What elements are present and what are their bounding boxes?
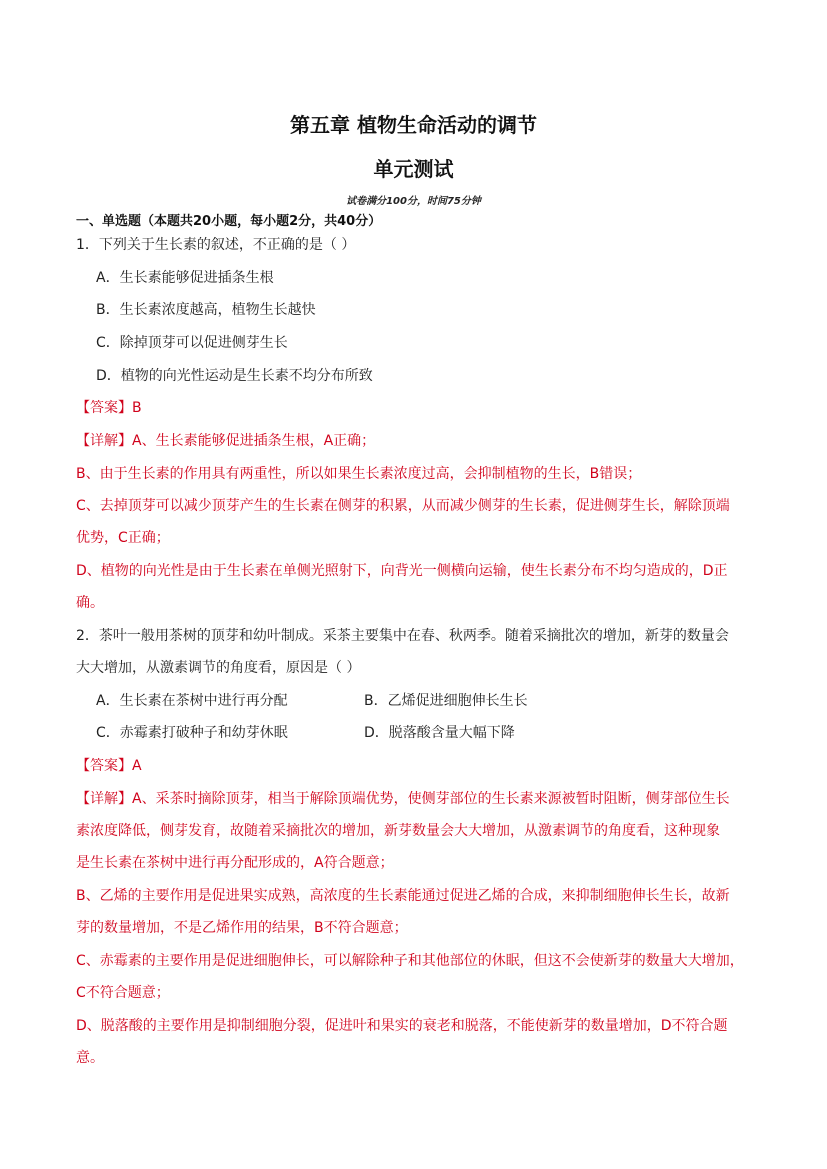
question-1-stem: 1．下列关于生长素的叙述，不正确的是（ ） <box>76 237 356 253</box>
question-1-detail-line: B、由于生长素的作用具有两重性，所以如果生长素浓度过高，会抑制植物的生长，B错误； <box>76 466 642 482</box>
question-2-answer: 【答案】A <box>76 758 142 774</box>
chapter-title: 第五章 植物生命活动的调节 <box>290 113 537 137</box>
question-2-detail-line: B、乙烯的主要作用是促进果实成熟，高浓度的生长素能通过促进乙烯的合成，来抑制细胞伸长生长，故新 <box>76 888 730 904</box>
question-2-option-c: C．赤霉素打破种子和幼芽休眠 <box>96 725 288 741</box>
question-2-option-b: B．乙烯促进细胞伸长生长 <box>364 693 528 709</box>
question-1-detail-line: 优势，C正确； <box>76 530 170 546</box>
exam-meta: 试卷满分100分，时间75分钟 <box>346 196 481 207</box>
unit-test-subtitle: 单元测试 <box>373 157 454 181</box>
question-1-detail-line: C、去掉顶芽可以减少顶芽产生的生长素在侧芽的积累，从而减少侧芽的生长素，促进侧芽生长，解除顶端 <box>76 498 730 514</box>
question-1-option-b: B．生长素浓度越高，植物生长越快 <box>96 302 316 318</box>
question-2-detail-line: D、脱落酸的主要作用是抑制细胞分裂，促进叶和果实的衰老和脱落，不能使新芽的数量增加，D不符合题 <box>76 1018 728 1034</box>
question-1-option-c: C．除掉顶芽可以促进侧芽生长 <box>96 335 288 351</box>
question-2-detail-line: 是生长素在茶树中进行再分配形成的，A符合题意； <box>76 855 394 871</box>
question-1-detail-line: 确。 <box>76 595 104 611</box>
question-1-option-d: D．植物的向光性运动是生长素不均分布所致 <box>96 368 373 384</box>
question-1-detail-line: D、植物的向光性是由于生长素在单侧光照射下，向背光一侧横向运输，使生长素分布不均匀造成的，D正 <box>76 563 728 579</box>
question-1-option-a: A．生长素能够促进插条生根 <box>96 270 274 286</box>
question-2-option-d: D．脱落酸含量大幅下降 <box>364 725 515 741</box>
question-2-detail-line: 【详解】A、采茶时摘除顶芽，相当于解除顶端优势，使侧芽部位的生长素来源被暂时阻断，侧芽部位生长 <box>76 791 730 807</box>
question-2-detail-line: 芽的数量增加，不是乙烯作用的结果，B不符合题意； <box>76 920 408 936</box>
question-2-detail-line: C、赤霉素的主要作用是促进细胞伸长，可以解除种子和其他部位的休眠，但这不会使新芽的数量大大增加， <box>76 953 744 969</box>
question-2-detail-line: 素浓度降低，侧芽发育，故随着采摘批次的增加，新芽数量会大大增加，从激素调节的角度看，这种现象 <box>76 823 720 839</box>
question-1-answer: 【答案】B <box>76 400 142 416</box>
question-2-detail-line: C不符合题意； <box>76 985 170 1001</box>
question-2-stem: 大大增加，从激素调节的角度看，原因是（ ） <box>76 660 361 676</box>
question-2-option-a: A．生长素在茶树中进行再分配 <box>96 693 288 709</box>
section-heading: 一、单选题（本题共20小题，每小题2分，共40分） <box>76 214 382 229</box>
question-2-detail-line: 意。 <box>76 1050 104 1066</box>
question-1-detail-line: 【详解】A、生长素能够促进插条生根，A正确； <box>76 433 376 449</box>
question-2-stem: 2．茶叶一般用茶树的顶芽和幼叶制成。采茶主要集中在春、秋两季。随着采摘批次的增加，新芽的数量会 <box>76 628 729 644</box>
